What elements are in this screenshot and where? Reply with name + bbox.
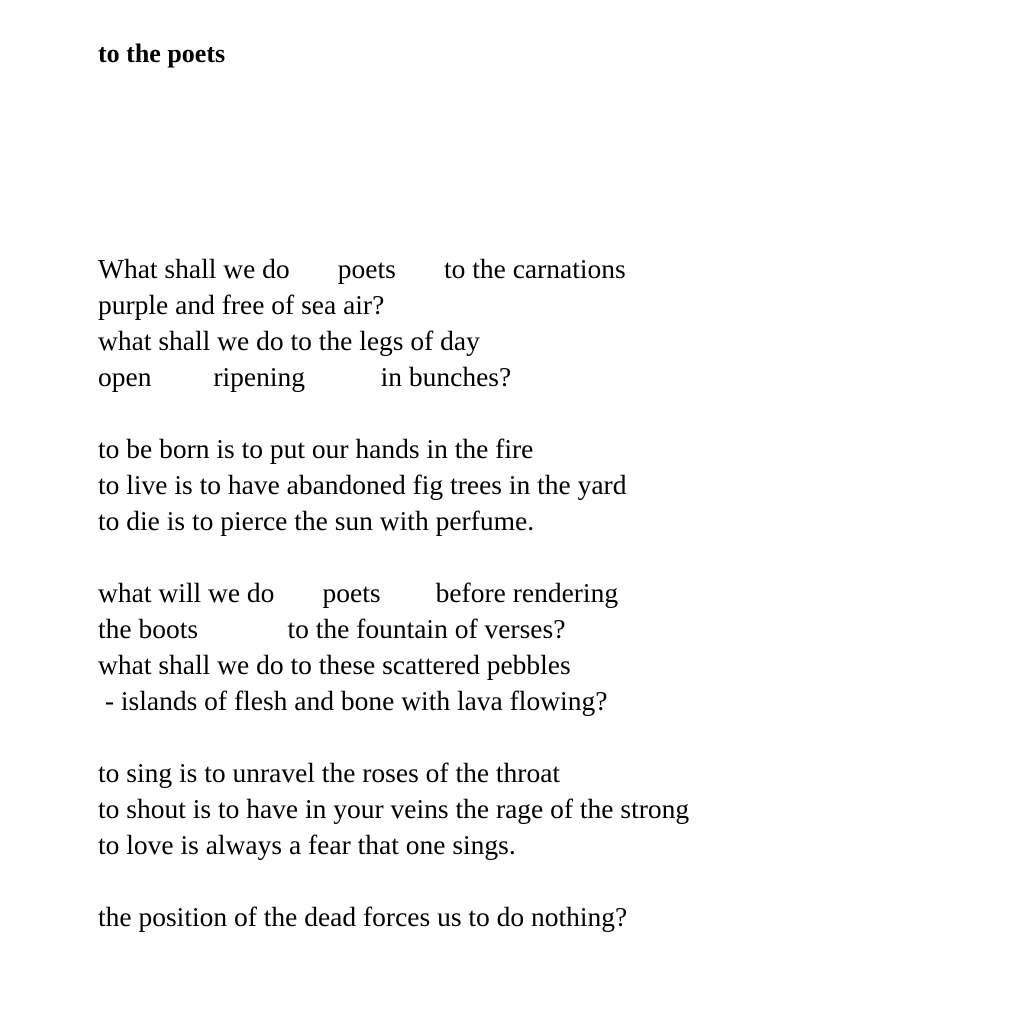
stanza-2 — [98, 431, 958, 539]
poem-title: to the poets — [98, 39, 226, 68]
verse-line: the boots to the fountain of verses? — [98, 613, 566, 644]
verse-line: to love is always a fear that one sings. — [98, 829, 516, 860]
verse-line: what will we do poets before rendering — [98, 577, 619, 608]
verse-line: to sing is to unravel the roses of the throat — [98, 757, 561, 788]
verse-line: - islands of flesh and bone with lava flowing? — [98, 685, 608, 716]
verse-line: what shall we do to these scattered pebbles — [98, 649, 571, 680]
verse-line: to shout is to have in your veins the rage of the strong — [98, 793, 690, 824]
stanza-4 — [98, 755, 958, 863]
poem-body — [98, 251, 958, 971]
stanza-5 — [98, 899, 958, 935]
verse-line: What shall we do poets to the carnations — [98, 253, 626, 284]
verse-line: what shall we do to the legs of day — [98, 325, 480, 356]
verse-line: to die is to pierce the sun with perfume. — [98, 505, 535, 536]
verse-line: purple and free of sea air? — [98, 289, 385, 320]
verse-line: to be born is to put our hands in the fire — [98, 433, 534, 464]
verse-line: to live is to have abandoned fig trees in the yard — [98, 469, 627, 500]
stanza-1 — [98, 251, 958, 395]
verse-line: open ripening in bunches? — [98, 361, 512, 392]
stanza-3 — [98, 575, 958, 719]
verse-line: the position of the dead forces us to do nothing? — [98, 901, 628, 932]
